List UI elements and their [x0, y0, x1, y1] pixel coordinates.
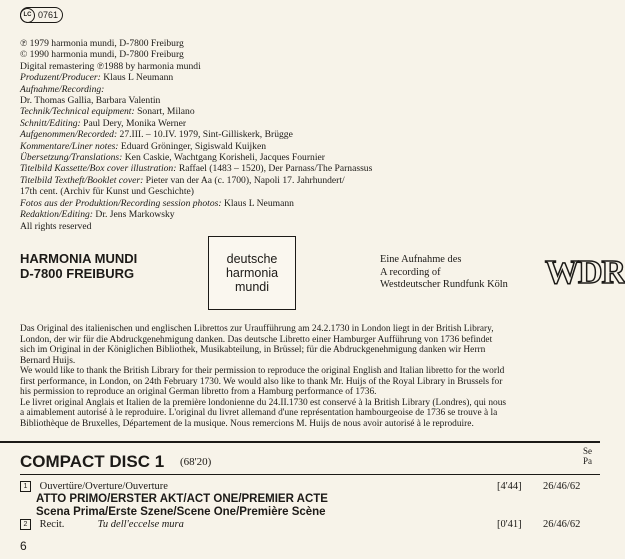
track-number-box: 2	[20, 519, 31, 530]
credit-line	[20, 163, 480, 174]
credit-value: Dr. Jens Markowsky	[93, 209, 175, 221]
credit-line	[20, 49, 480, 60]
disc-side-labels	[583, 446, 592, 466]
credit-value: Ken Caskie, Wachtgang Korisheli, Jacques Fournier	[122, 152, 325, 164]
page-number: 6	[20, 539, 27, 553]
credit-line	[20, 221, 480, 232]
credit-value: Raffael (1483 – 1520), Der Parnass/The Parnassus	[176, 163, 373, 175]
credit-value: Paul Dery, Monika Werner	[80, 117, 187, 129]
track-duration: [0'41]	[497, 519, 522, 530]
note-line: sich im Original in der Königlichen Bibliothek, Musikabteilung, in Brüssel; für die Abdruckgenehmigung danken wir Herrn	[20, 345, 486, 355]
credit-value: © 1990 harmonia mundi, D-7800 Freiburg	[20, 49, 184, 61]
dhm-logo	[208, 236, 296, 310]
section-divider	[0, 441, 600, 443]
credit-line	[20, 175, 480, 186]
track-number-box: 1	[20, 481, 31, 492]
publisher-address	[20, 251, 137, 281]
note-line: his permission to reproduce an original German libretto from a Hamburg performance of 1736.	[20, 387, 377, 397]
disc-duration: (68'20)	[180, 456, 212, 468]
credit-value: 17th cent. (Archiv für Kunst und Geschichte)	[20, 186, 194, 198]
credit-line	[20, 186, 480, 197]
credit-value: 27.III. – 10.IV. 1979, Sint-Gilliskerk, Brügge	[117, 129, 293, 141]
note-line: Le livret original Anglais et Italien de la première londonienne du 24.II.1730 est conservé à la British Library (Londres), qui nous	[20, 397, 507, 408]
credit-role: Kommentare/Liner notes:	[20, 140, 119, 152]
credit-line	[20, 95, 480, 106]
credit-line	[20, 129, 480, 140]
credit-value: Digital remastering ℗1988 by harmonia mundi	[20, 60, 201, 72]
act-heading	[36, 493, 328, 518]
recording-line1: Eine Aufnahme des	[380, 254, 462, 265]
note-line: Bernard Huijs.	[20, 355, 76, 366]
note-line: Das Original des italienischen und englischen Librettos zur Uraufführung am 24.2.1730 in London liegt in der British Library,	[20, 324, 494, 334]
credit-line	[20, 72, 480, 83]
track-title: Recit.	[39, 519, 65, 530]
act-title: ATTO PRIMO/ERSTER AKT/ACT ONE/PREMIER ACTE	[36, 493, 328, 505]
credit-line	[20, 61, 480, 72]
scene-title: Scena Prima/Erste Szene/Scene One/Première Scène	[36, 505, 326, 518]
credit-line	[20, 106, 480, 117]
credit-role: Übersetzung/Translations:	[20, 152, 123, 164]
header-rule	[20, 474, 600, 475]
credit-value: Eduard Gröninger, Sigiswald Kuijken	[118, 140, 267, 152]
credit-role: Produzent/Producer:	[20, 72, 101, 84]
dhm-logo-line1: deutsche	[226, 252, 278, 266]
dhm-logo-line3: mundi	[234, 280, 270, 294]
wdr-logo: WDR	[545, 254, 625, 291]
credit-role: Redaktion/Editing:	[20, 209, 94, 221]
note-line: a aimablement autorisé à le reproduire. L'original du livret allemand d'une représentation hambourgeoise de 1736 se trouve à la	[20, 408, 498, 418]
recording-credit	[380, 254, 508, 292]
credit-value: ℗ 1979 harmonia mundi, D-7800 Freiburg	[20, 38, 184, 49]
label-code-number: 0761	[38, 10, 59, 20]
note-line: Bibliothèque de Bruxelles, Département de la musique. Nous remercions M. Huijs de nous avoir autorisé à le reproduire.	[20, 418, 474, 429]
note-line: London, der wir für die Abdruckgenehmigung danken. Das deutsche Libretto einer Hamburger Aufführung von 1736 befindet	[20, 334, 493, 345]
credit-role: Aufnahme/Recording:	[20, 83, 105, 95]
recording-line2: A recording of	[380, 266, 441, 278]
side-label-1: Se	[583, 446, 592, 456]
track-code: 26/46/62	[543, 519, 581, 530]
credit-line	[20, 141, 480, 152]
track-code: 26/46/62	[543, 481, 581, 492]
note-line: We would like to thank the British Library for their permission to reproduce the original English and Italian libretto for the world	[20, 366, 505, 376]
credit-role: Aufgenommen/Recorded:	[20, 129, 118, 141]
credit-value: Klaus L Neumann	[221, 197, 294, 209]
credit-value: Dr. Thomas Gallia, Barbara Valentin	[20, 95, 161, 107]
credit-line	[20, 152, 480, 163]
recording-line3: Westdeutscher Rundfunk Köln	[380, 279, 508, 291]
publisher-city: D-7800 FREIBURG	[20, 266, 135, 281]
credits-block	[20, 38, 480, 232]
track-text: Tu dell'eccelse mura	[97, 519, 184, 530]
credit-line	[20, 84, 480, 95]
credit-line	[20, 198, 480, 209]
credit-value: Pieter van der Aa (c. 1700), Napoli 17. Jahrhundert/	[143, 174, 345, 186]
note-line: first performance, in London, on 24th February 1730. We would also like to thank Mr. Huijs of the Royal Library in Brussels for	[20, 376, 503, 387]
credit-role: Schnitt/Editing:	[20, 117, 81, 129]
libretto-notes	[20, 324, 598, 429]
credit-role: Titelbild Kassette/Box cover illustration:	[20, 163, 177, 175]
credit-line	[20, 38, 480, 49]
credit-role: Technik/Technical equipment:	[20, 106, 135, 118]
publisher-name: HARMONIA MUNDI	[20, 251, 138, 266]
credit-line	[20, 209, 480, 220]
side-label-2: Pa	[583, 456, 592, 466]
credit-role: Fotos aus der Produktion/Recording session photos:	[20, 197, 222, 209]
dhm-logo-line2: harmonia	[225, 266, 279, 280]
credit-value: All rights reserved	[20, 220, 92, 232]
track-title: Ouvertüre/Overture/Ouverture	[39, 481, 168, 492]
credit-role: Titelbild Textheft/Booklet cover:	[20, 174, 144, 186]
credit-line	[20, 118, 480, 129]
label-code	[20, 7, 63, 23]
credit-value: Klaus L Neumann	[100, 72, 174, 84]
credit-value: Sonart, Milano	[134, 106, 195, 118]
label-code-mark: LC	[20, 8, 35, 23]
disc-title: COMPACT DISC 1	[20, 452, 165, 471]
track-duration: [4'44]	[497, 481, 522, 492]
